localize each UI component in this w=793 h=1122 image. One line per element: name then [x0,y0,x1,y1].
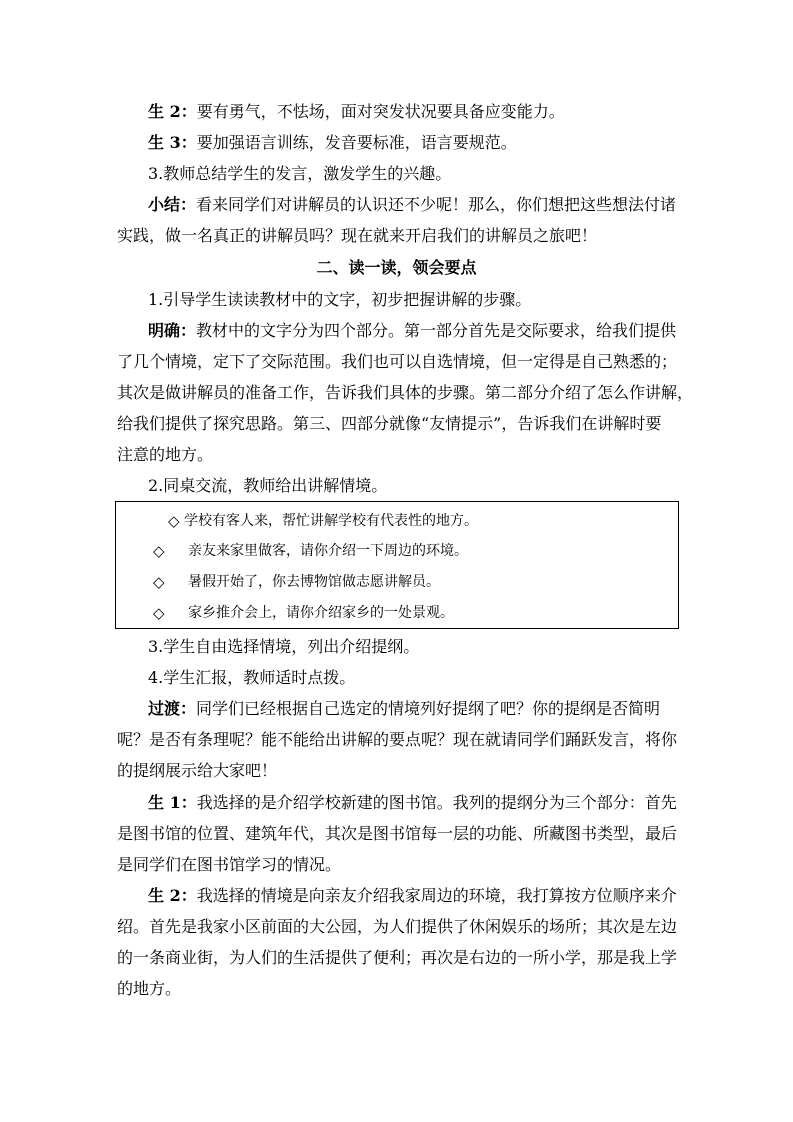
report1-text: 我选择的是介绍学校新建的图书馆。我列的提纲分为三个部分：首先 [196,793,677,812]
clarify-line-2: 了几个情境，定下了交际范围。我们也可以自选情境，但一定得是自己熟悉的； [117,352,678,371]
report1-line-1 [148,787,677,818]
clarify-text: 教材中的文字分为四个部分。第一部分首先是交际要求，给我们提供 [196,321,677,340]
student3-line [148,127,677,158]
clarify-line-3: 其次是做讲解员的准备工作，告诉我们具体的步骤。第二部分介绍了怎么作讲解， [117,383,694,402]
report2-line-2: 绍。首先是我家小区前面的大公园，为人们提供了休闲娱乐的场所；其次是左边 [117,917,678,936]
summary-label: 小结： [148,195,197,214]
diamond-bullet-icon: ◇ [153,573,165,591]
report2-line-1 [148,880,677,911]
situations-box [115,501,679,629]
guide1-line: 1.引导学生读读教材中的文字，初步把握讲解的步骤。 [148,290,532,309]
report2-line-3: 的一条商业街，为人们的生活提供了便利；再次是右边的一所小学，那是我上学 [117,948,678,967]
summary-line-1 [148,189,677,220]
report1-line-3: 是同学们在图书馆学习的情况。 [117,855,342,874]
summary-text: 看来同学们对讲解员的认识还不少呢！那么，你们想把这些想法付诸 [196,195,677,214]
clarify-line-4: 给我们提供了探究思路。第三、四部分就像“友情提示”，告诉我们在讲解时要 [117,414,662,433]
transition-label: 过渡： [148,699,197,718]
clarify-line-5: 注意的地方。 [117,445,214,464]
report1-line-2: 是图书馆的位置、建筑年代，其次是图书馆每一层的功能、所藏图书类型，最后 [117,824,678,843]
summary-line-2: 实践，做一名真正的讲解员吗？现在就来开启我们的讲解员之旅吧！ [117,226,598,245]
speaker-label: 生 2： [148,886,197,905]
report2-text: 我选择的情境是向亲友介绍我家周边的环境，我打算按方位顺序来介 [196,886,677,905]
situation-item: 亲友来家里做客，请你介绍一下周边的环境。 [188,543,468,559]
situation-item: 暑假开始了，你去博物馆做志愿讲解员。 [188,574,440,590]
clarify-line-1 [148,315,677,346]
speaker-label: 生 3： [148,133,197,152]
diamond-bullet-icon: ◇ [153,542,165,560]
report2-line-4: 的地方。 [117,979,182,998]
section-heading: 二、读一读，领会要点 [316,258,477,277]
situation-item: 学校有客人来，帮忙讲解学校有代表性的地方。 [184,513,478,529]
speaker-label: 生 1： [148,793,197,812]
transition-text: 同学们已经根据自己选定的情境列好提纲了吧？你的提纲是否简明 [196,699,661,718]
transition-line-1 [148,693,677,724]
transition-line-3: 的提纲展示给大家吧！ [117,761,278,780]
student2-text: 要有勇气，不怯场，面对突发状况要具备应变能力。 [196,102,565,121]
diamond-bullet-icon: ◇ [168,512,180,530]
step3-line: 3.教师总结学生的发言，激发学生的兴趣。 [148,164,452,183]
guide3-line: 3.学生自由选择情境，列出介绍提纲。 [148,637,420,656]
transition-line-2: 呢？是否有条理呢？能不能给出讲解的要点呢？现在就请同学们踊跃发言，将你 [117,730,678,749]
speaker-label: 生 2： [148,102,197,121]
situation-item: 家乡推介会上，请你介绍家乡的一处景观。 [188,605,454,621]
student2-line [148,96,677,127]
guide2-line: 2.同桌交流，教师给出讲解情境。 [148,476,388,495]
student3-text: 要加强语言训练，发音要标准，语言要规范。 [196,133,517,152]
clarify-label: 明确： [148,321,197,340]
diamond-bullet-icon: ◇ [153,604,165,622]
guide4-line: 4.学生汇报，教师适时点拨。 [148,668,356,687]
